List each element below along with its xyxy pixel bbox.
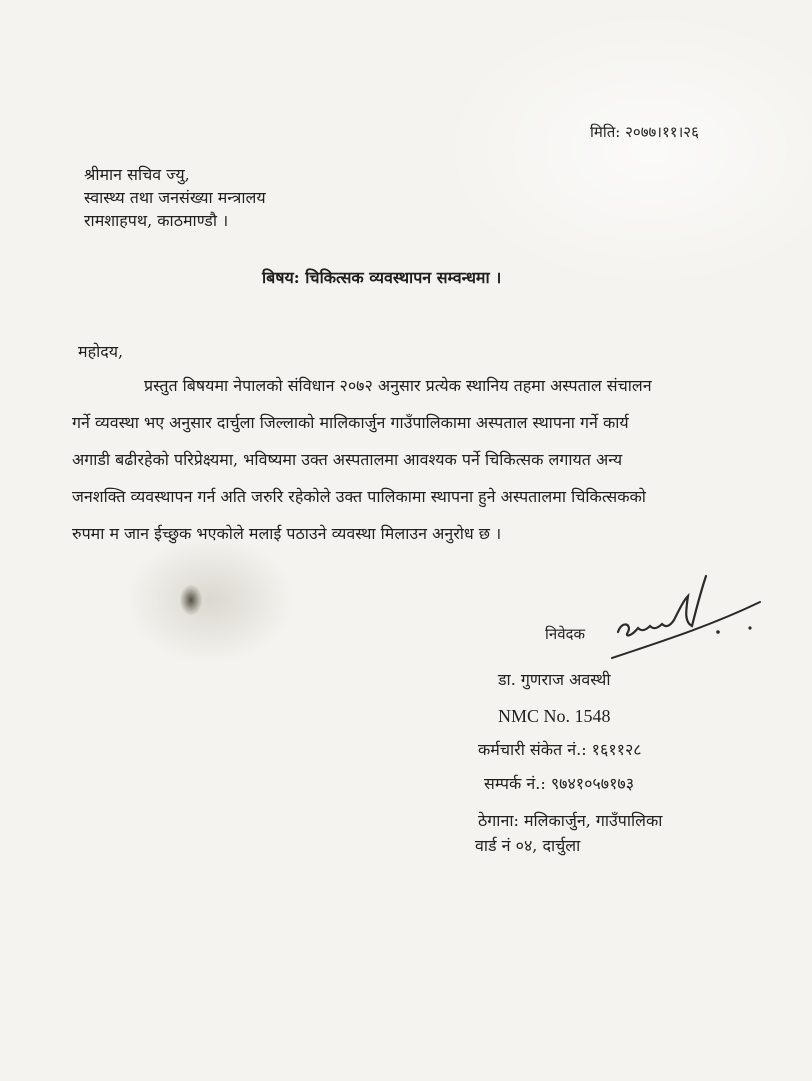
recipient-line: श्रीमान सचिव ज्यु,: [84, 165, 190, 184]
sender-address-ward: वार्ड नं ०४, दार्चुला: [475, 836, 581, 855]
recipient-line: स्वास्थ्य तथा जनसंख्या मन्त्रालय: [84, 188, 266, 207]
sender-name: डा. गुणराज अवस्थी: [498, 670, 611, 689]
letter-subject: बिषय: चिकित्सक व्यवस्थापन सम्वन्धमा ।: [262, 268, 502, 287]
body-line: जनशक्ति व्यवस्थापन गर्न अति जरुरि रहेकोले उक्त पालिकामा स्थापना हुने अस्पतालमा चिकित्सकको: [72, 487, 646, 506]
sender-address: ठेगाना: मलिकार्जुन, गाउँपालिका: [478, 811, 663, 830]
body-line: अगाडी बढीरहेको परिप्रेक्ष्यमा, भविष्यमा उक्त अस्पतालमा आवश्यक पर्ने चिकित्सक लगायत अन्य: [72, 450, 623, 469]
handwritten-signature: [600, 570, 770, 670]
body-line: प्रस्तुत बिषयमा नेपालको संविधान २०७२ अनुसार प्रत्येक स्थानिय तहमा अस्पताल संचालन: [144, 376, 652, 395]
letter-date: मिति: २०७७।११।२६: [590, 123, 699, 141]
sender-nmc: NMC No. 1548: [498, 706, 611, 726]
body-line: रुपमा म जान ईच्छुक भएकोले मलाई पठाउने व्यवस्था मिलाउन अनुरोध छ ।: [72, 524, 502, 543]
signature-label: निवेदक: [545, 625, 586, 643]
sender-contact: सम्पर्क नं.: ९७४१०५७१७३: [484, 774, 635, 793]
ink-stain: [180, 585, 202, 615]
sender-employee-code: कर्मचारी संकेत नं.: १६११२८: [478, 740, 642, 759]
body-line: गर्ने व्यवस्था भए अनुसार दार्चुला जिल्लाको मालिकार्जुन गाउँपालिकामा अस्पताल स्थापना गर्ने कार्य: [72, 413, 629, 432]
recipient-line: रामशाहपथ, काठमाण्डौ ।: [84, 211, 229, 230]
salutation: महोदय,: [78, 342, 124, 361]
